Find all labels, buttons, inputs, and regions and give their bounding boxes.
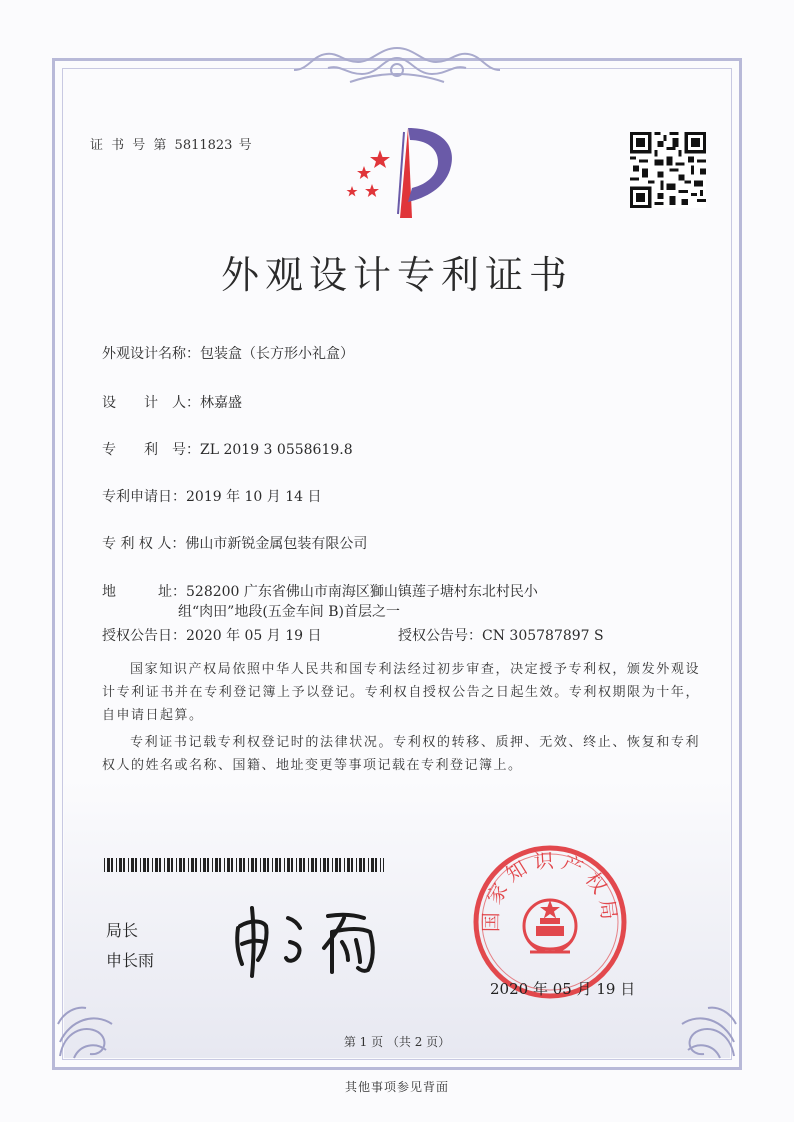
field-value: 佛山市新锐金属包装有限公司 [185, 536, 368, 552]
barcode-bar [236, 858, 237, 872]
barcode-bar [152, 858, 153, 872]
field-label: 外观设计名称： [102, 346, 200, 362]
barcode [104, 858, 384, 872]
field-label: 授权公告号： [398, 628, 482, 644]
barcode-bar [224, 858, 225, 872]
director-signature [228, 898, 398, 978]
barcode-bar [227, 858, 230, 872]
barcode-bar [260, 858, 261, 872]
field-value: 林嘉盛 [200, 395, 242, 411]
field-designer [102, 392, 242, 412]
barcode-bar [279, 858, 281, 872]
barcode-bar [128, 858, 129, 872]
barcode-bar [332, 858, 333, 872]
director-title: 局长 [106, 921, 139, 940]
barcode-bar [255, 858, 257, 872]
barcode-bar [203, 858, 206, 872]
barcode-bar [116, 858, 117, 872]
barcode-bar [159, 858, 161, 872]
barcode-bar [284, 858, 285, 872]
barcode-bar [176, 858, 177, 872]
seal-text: 国家知识产权局 [478, 848, 623, 933]
barcode-bar [363, 858, 365, 872]
page-title: 外观设计专利证书 [220, 253, 573, 297]
field-label: 授权公告日： [102, 628, 186, 644]
barcode-bar [291, 858, 293, 872]
barcode-bar [371, 858, 374, 872]
statement-paragraph-1: 国家知识产权局依照中华人民共和国专利法经过初步审查，决定授予专利权，颁发外观设计专利证书并在专利登记簿上予以登记。专利权自授权公告之日起生效。专利权期限为十年，自申请日起算。 [102, 662, 700, 723]
field-address [102, 581, 538, 601]
barcode-bar [248, 858, 249, 872]
barcode-bar [231, 858, 233, 872]
barcode-bar [335, 858, 338, 872]
barcode-bar [356, 858, 357, 872]
barcode-bar [351, 858, 353, 872]
page-number: 第 1 页 （共 2 页） [343, 1035, 451, 1049]
certificate-number [90, 134, 254, 153]
field-label: 专 利 号： [102, 442, 200, 458]
qr-code [630, 132, 706, 208]
field-label: 地 址： [102, 584, 186, 600]
seal-date: 2020 年 05 月 19 日 [490, 980, 636, 998]
barcode-bar [140, 858, 141, 872]
barcode-bar [344, 858, 345, 872]
barcode-bar [123, 858, 125, 872]
barcode-bar [296, 858, 297, 872]
barcode-bar [104, 858, 105, 872]
barcode-bar [135, 858, 137, 872]
field-value: 组“肉田”地段(五金车间 B)首层之一 [178, 604, 400, 620]
field-label: 设 计 人： [102, 395, 200, 411]
field-address-line2 [178, 601, 400, 621]
field-value: ZL 2019 3 0558619.8 [200, 442, 353, 458]
barcode-bar [239, 858, 242, 872]
barcode-bar [212, 858, 213, 872]
top-ornament [280, 44, 514, 90]
barcode-bar [308, 858, 309, 872]
barcode-bar [219, 858, 221, 872]
barcode-bar [339, 858, 341, 872]
barcode-bar [167, 858, 170, 872]
barcode-bar [347, 858, 350, 872]
barcode-bar [368, 858, 369, 872]
director-name: 申长雨 [106, 951, 155, 970]
barcode-bar [287, 858, 290, 872]
field-value: CN 305787897 S [482, 628, 604, 644]
field-label: 专利申请日： [102, 489, 186, 505]
barcode-bar [327, 858, 329, 872]
barcode-bar [380, 858, 381, 872]
barcode-bar [272, 858, 273, 872]
barcode-bar [107, 858, 110, 872]
barcode-bar [267, 858, 269, 872]
field-design-name [102, 343, 354, 363]
field-label: 专 利 权 人： [102, 536, 186, 552]
field-grant-no [398, 625, 604, 645]
barcode-bar [171, 858, 173, 872]
cert-no-suffix: 号 [238, 138, 254, 153]
cnipa-emblem [338, 122, 458, 222]
barcode-bar [311, 858, 314, 872]
barcode-bar [183, 858, 185, 872]
barcode-bar [215, 858, 218, 872]
cert-no-prefix: 证 书 号 第 [90, 138, 169, 153]
barcode-bar [195, 858, 197, 872]
barcode-bar [383, 858, 384, 872]
barcode-bar [299, 858, 302, 872]
barcode-bar [263, 858, 266, 872]
statement-paragraph-2: 专利证书记载专利权登记时的法律状况。专利权的转移、质押、无效、终止、恢复和专利权人的姓名或名称、国籍、地址变更等事项记载在专利登记簿上。 [102, 735, 700, 773]
barcode-bar [207, 858, 209, 872]
field-value: 2019 年 10 月 14 日 [186, 489, 322, 505]
barcode-bar [275, 858, 278, 872]
barcode-bar [131, 858, 134, 872]
barcode-bar [375, 858, 377, 872]
barcode-bar [119, 858, 122, 872]
field-patentee [102, 533, 367, 553]
barcode-bar [111, 858, 113, 872]
barcode-bar [320, 858, 321, 872]
field-value: 包装盒（长方形小礼盒） [200, 346, 354, 362]
barcode-bar [179, 858, 182, 872]
field-grant-date [102, 625, 322, 645]
field-filing-date [102, 486, 322, 506]
footer-note: 其他事项参见背面 [344, 1080, 449, 1094]
barcode-bar [243, 858, 245, 872]
barcode-bar [200, 858, 201, 872]
barcode-bar [359, 858, 362, 872]
barcode-bar [191, 858, 194, 872]
cert-no-value: 5811823 [174, 138, 233, 153]
barcode-bar [188, 858, 189, 872]
barcode-bar [147, 858, 149, 872]
field-patent-no [102, 439, 353, 459]
barcode-bar [303, 858, 305, 872]
barcode-bar [155, 858, 158, 872]
barcode-bar [323, 858, 326, 872]
barcode-bar [143, 858, 146, 872]
barcode-bar [251, 858, 254, 872]
barcode-bar [315, 858, 317, 872]
barcode-bar [164, 858, 165, 872]
field-value: 528200 广东省佛山市南海区獅山镇莲子塘村东北村民小 [186, 584, 538, 600]
field-value: 2020 年 05 月 19 日 [186, 628, 322, 644]
